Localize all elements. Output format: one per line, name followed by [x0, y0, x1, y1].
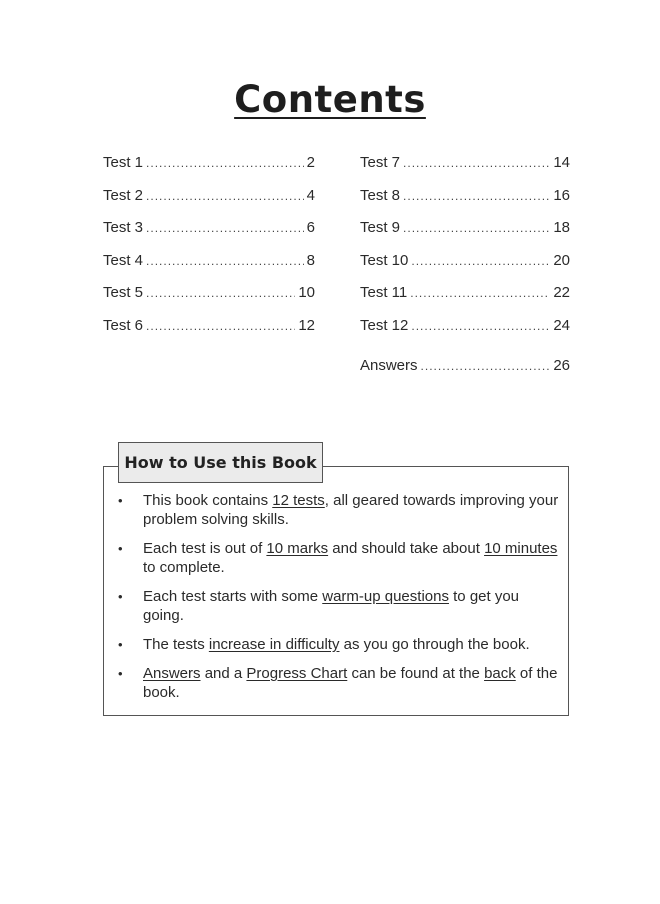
toc-entry	[103, 219, 315, 252]
toc-entry	[360, 154, 570, 187]
text-run-underlined: 10 minutes	[484, 540, 558, 557]
toc-entry-page: 4	[306, 186, 315, 204]
toc-entry-page: 6	[306, 219, 315, 237]
list-item	[115, 491, 560, 529]
dot-leader	[411, 254, 550, 268]
list-item	[115, 587, 560, 625]
toc-entry-page: 24	[553, 316, 570, 334]
text-run: , all geared towards improving your problem solving skills.	[143, 492, 559, 528]
toc-entry	[360, 219, 570, 252]
toc-entry-page: 8	[306, 251, 315, 269]
toc-entry-label: Test 10	[360, 251, 409, 269]
dot-leader	[146, 286, 295, 300]
list-item-text	[143, 491, 560, 529]
toc-entry-label: Test 6	[103, 316, 144, 334]
toc-entry-page: 2	[306, 154, 315, 171]
text-run-underlined: Progress Chart	[246, 665, 348, 682]
text-run: to complete.	[143, 559, 225, 576]
list-item	[115, 635, 560, 654]
text-run-underlined: Answers	[143, 665, 201, 682]
toc-entry	[360, 187, 570, 220]
toc-entry-label: Test 3	[103, 219, 144, 237]
toc-entry-label: Test 7	[360, 154, 401, 171]
dot-leader	[411, 319, 550, 333]
how-to-use-heading: How to Use this Book	[118, 442, 323, 483]
toc-entry-label: Test 11	[360, 284, 408, 302]
bullet-icon: •	[118, 666, 123, 681]
text-run: Each test is out of	[143, 540, 267, 557]
bullet-icon: •	[118, 493, 123, 508]
bullet-icon: •	[118, 541, 123, 556]
contents-left-column	[103, 154, 315, 350]
dot-leader	[410, 286, 550, 300]
toc-entry	[360, 252, 570, 285]
list-item-text	[143, 587, 560, 625]
toc-entry	[103, 252, 315, 285]
text-run: as you go through the book.	[339, 636, 530, 653]
toc-entry-page: 26	[553, 356, 570, 374]
text-run: can be found at the	[347, 665, 485, 682]
toc-entry	[103, 317, 315, 350]
toc-entry-label: Answers	[360, 356, 418, 374]
list-item	[115, 664, 560, 702]
toc-entry	[103, 284, 315, 317]
toc-entry-label: Test 1	[103, 154, 144, 171]
toc-entry-label: Test 12	[360, 316, 409, 334]
text-run: and should take about	[328, 540, 485, 557]
text-run-underlined: back	[484, 665, 516, 682]
toc-entry	[103, 154, 315, 187]
dot-leader	[146, 319, 295, 333]
dot-leader	[146, 254, 304, 268]
toc-entry-page: 16	[553, 186, 570, 204]
text-run: of the book.	[143, 665, 558, 701]
bullet-icon: •	[118, 637, 123, 652]
text-run-underlined: increase in difficulty	[208, 636, 340, 653]
toc-entry-label: Test 4	[103, 251, 144, 269]
toc-entry-page: 10	[298, 284, 315, 302]
text-run-underlined: 10 marks	[266, 540, 329, 557]
text-run-underlined: warm-up questions	[322, 588, 449, 605]
toc-entry-page: 14	[553, 154, 570, 171]
dot-leader	[146, 221, 304, 235]
toc-entry-label: Test 8	[360, 186, 401, 204]
text-run: to get you going.	[143, 588, 520, 624]
text-run: This book contains	[143, 492, 273, 509]
page-title: Contents	[234, 78, 426, 121]
toc-entry	[360, 284, 570, 317]
dot-leader	[421, 359, 551, 373]
toc-entry	[360, 317, 570, 350]
toc-entry-page: 22	[553, 284, 570, 302]
dot-leader	[146, 156, 304, 170]
toc-entry-label: Test 5	[103, 284, 144, 302]
bullet-icon: •	[118, 589, 123, 604]
how-to-use-list	[115, 491, 560, 712]
list-item-text	[143, 539, 560, 577]
text-run: The tests	[143, 636, 209, 653]
contents-right-column	[360, 154, 570, 389]
toc-entry-page: 18	[553, 219, 570, 237]
list-item	[115, 539, 560, 577]
text-run: and a	[200, 665, 247, 682]
toc-entry	[103, 187, 315, 220]
toc-entry-page: 12	[298, 316, 315, 334]
toc-entry-label: Test 9	[360, 219, 401, 237]
dot-leader	[403, 189, 550, 203]
dot-leader	[403, 221, 550, 235]
text-run: Each test starts with some	[143, 588, 323, 605]
list-item-text	[143, 664, 560, 702]
list-item-text	[143, 635, 560, 654]
toc-entry-answers	[360, 357, 570, 390]
text-run-underlined: 12 tests	[272, 492, 325, 509]
toc-entry-label: Test 2	[103, 186, 144, 204]
dot-leader	[146, 189, 304, 203]
toc-entry-page: 20	[553, 251, 570, 269]
dot-leader	[403, 156, 550, 170]
